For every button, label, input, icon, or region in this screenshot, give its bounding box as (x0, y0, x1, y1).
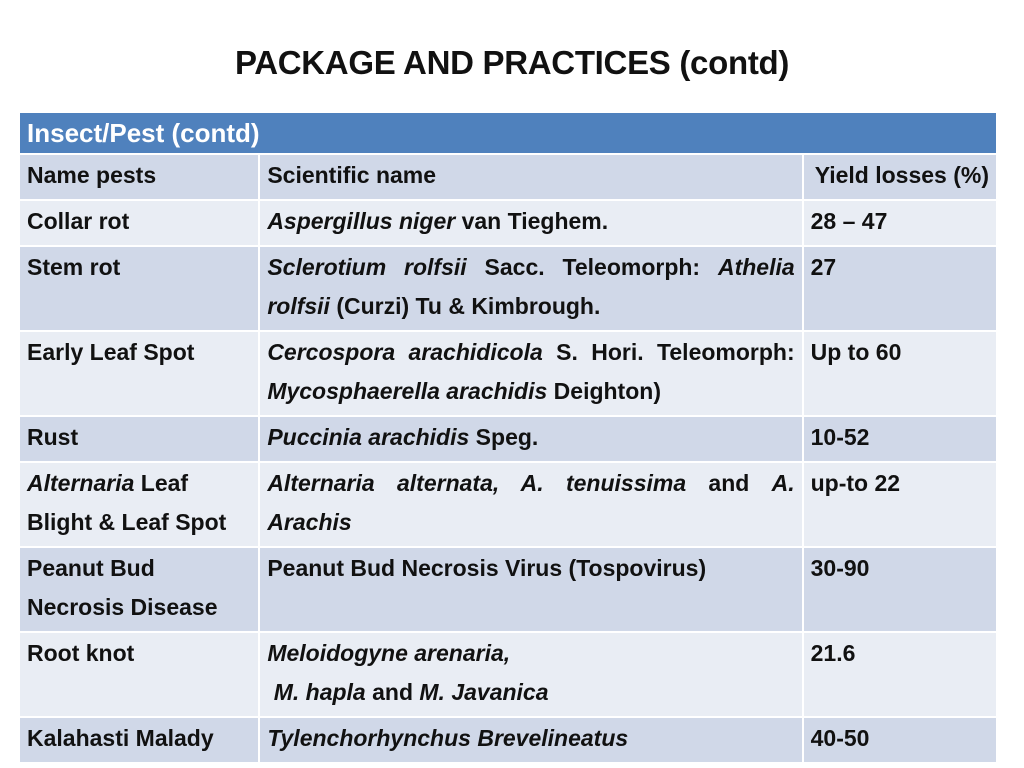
page-title: PACKAGE AND PRACTICES (contd) (234, 44, 790, 81)
pest-name: Peanut Bud Necrosis Disease (19, 547, 259, 632)
pest-name: Collar rot (19, 200, 259, 246)
yield-loss: 27 (803, 246, 997, 331)
pest-table (18, 111, 998, 764)
table-section-header (19, 112, 997, 154)
pest-name-italic: Alternaria (27, 470, 135, 496)
section-header-cell: Insect/Pest (contd) (19, 112, 997, 154)
scientific-name (259, 717, 802, 763)
scientific-name (259, 632, 802, 717)
column-header-row (19, 154, 997, 200)
sci-italic: Puccinia arachidis (267, 424, 470, 450)
sci-text: and (365, 679, 420, 705)
table-row (19, 547, 997, 632)
sci-italic: Aspergillus niger (267, 208, 456, 234)
sci-italic: Sclerotium rolfsii (267, 254, 467, 280)
scientific-name (259, 462, 802, 547)
scientific-name (259, 331, 802, 416)
sci-text: (Curzi) Tu & Kimbrough. (329, 293, 601, 319)
pest-name (19, 462, 259, 547)
sci-italic: Athelia rolfsii (267, 254, 795, 319)
yield-loss: Up to 60 (803, 331, 997, 416)
yield-loss: 28 – 47 (803, 200, 997, 246)
col-header-name: Name pests (19, 154, 259, 200)
scientific-name (259, 246, 802, 331)
sci-text: Sacc. Teleomorph: (466, 254, 718, 280)
pest-name-text: Leaf Blight & Leaf Spot (27, 470, 227, 535)
pest-name: Kalahasti Malady (19, 717, 259, 763)
yield-loss: 10-52 (803, 416, 997, 462)
sci-italic: A. Arachis (267, 470, 795, 535)
sci-italic: M. Javanica (419, 679, 549, 705)
table-row (19, 246, 997, 331)
sci-text: Speg. (469, 424, 539, 450)
col-header-yield: Yield losses (%) (803, 154, 997, 200)
scientific-name (259, 200, 802, 246)
yield-loss: up-to 22 (803, 462, 997, 547)
yield-loss: 40-50 (803, 717, 997, 763)
pest-name: Rust (19, 416, 259, 462)
table-row (19, 632, 997, 717)
sci-text: and (686, 470, 772, 496)
table-row (19, 416, 997, 462)
sci-italic: Meloidogyne arenaria, (267, 640, 511, 666)
pest-name: Root knot (19, 632, 259, 717)
table-row (19, 200, 997, 246)
yield-loss: 21.6 (803, 632, 997, 717)
col-header-scientific: Scientific name (259, 154, 802, 200)
sci-italic: Alternaria alternata, A. tenuissima (267, 470, 687, 496)
pest-name: Stem rot (19, 246, 259, 331)
scientific-name: Peanut Bud Necrosis Virus (Tospovirus) (259, 547, 802, 632)
pest-name: Early Leaf Spot (19, 331, 259, 416)
table-row (19, 462, 997, 547)
yield-loss: 30-90 (803, 547, 997, 632)
sci-italic: Mycosphaerella arachidis (267, 378, 548, 404)
table-row (19, 331, 997, 416)
sci-text: van Tieghem. (455, 208, 609, 234)
sci-text: Deighton) (547, 378, 661, 404)
scientific-name (259, 416, 802, 462)
sci-text: S. Hori. Teleomorph: (542, 339, 795, 365)
sci-italic: Tylenchorhynchus Brevelineatus (267, 725, 629, 751)
sci-italic: M. hapla (273, 679, 366, 705)
table-row (19, 717, 997, 763)
sci-italic: Cercospora arachidicola (267, 339, 543, 365)
